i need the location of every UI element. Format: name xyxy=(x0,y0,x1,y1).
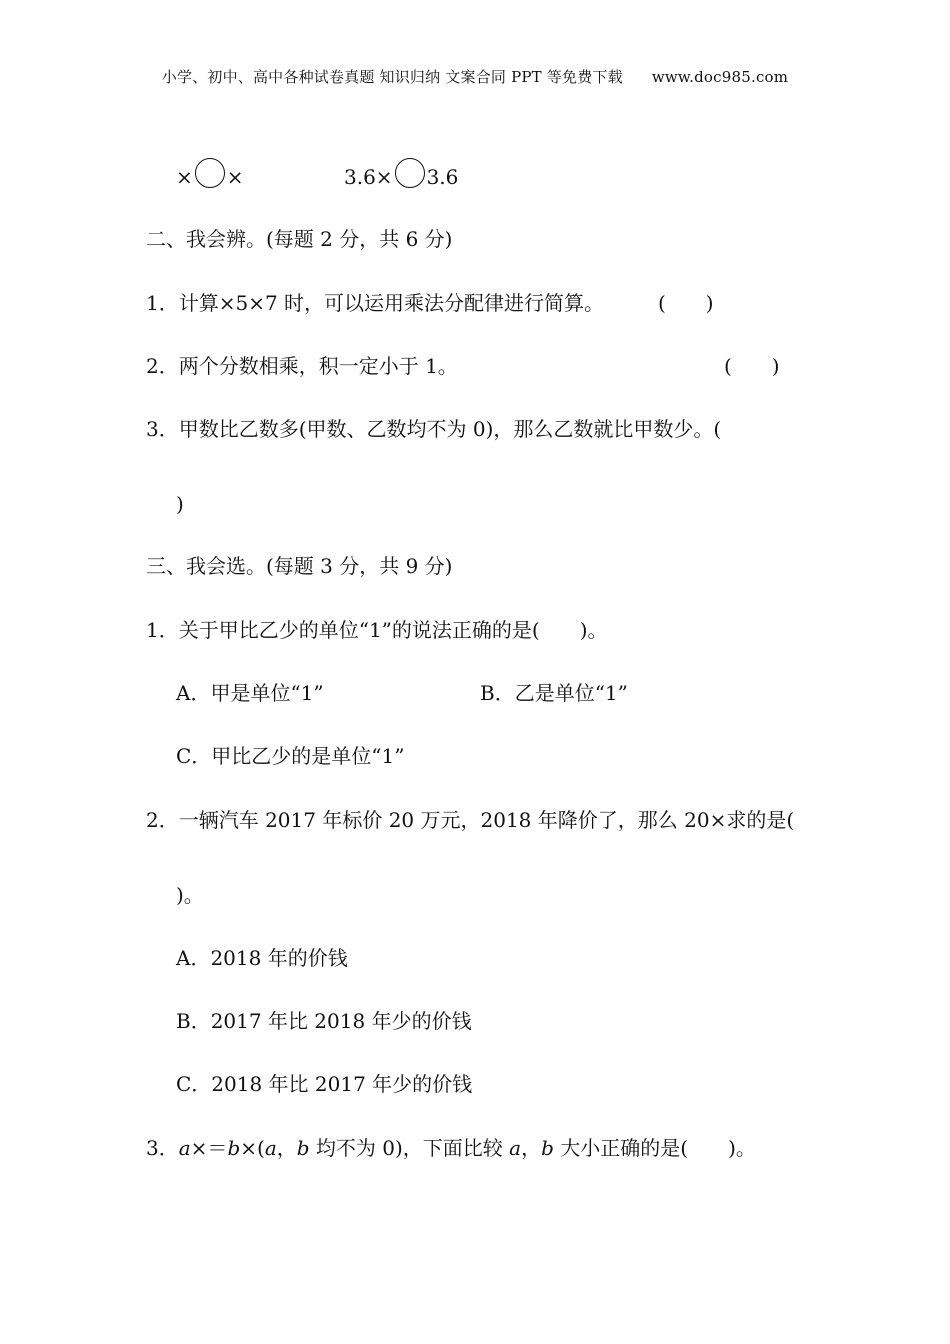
compare-b xyxy=(344,158,458,190)
header-site: www.doc985.com xyxy=(651,68,789,86)
var-a: a xyxy=(509,1136,522,1160)
var-b: b xyxy=(296,1136,310,1160)
var-a: a xyxy=(264,1136,277,1160)
compare-b-right: 3.6 xyxy=(426,165,459,189)
s3-q3-text: ×＝ xyxy=(190,1136,228,1160)
s3-q1-option-a[interactable]: A．甲是单位“1” xyxy=(176,681,324,705)
compare-a-left: × xyxy=(176,165,193,189)
var-b: b xyxy=(541,1136,554,1160)
var-a: a xyxy=(178,1136,191,1160)
s2-question-1: 1．计算×5×7 时，可以运用乘法分配律进行简算。 xyxy=(146,291,605,315)
s3-question-1: 1．关于甲比乙少的单位“1”的说法正确的是( )。 xyxy=(146,618,608,642)
compare-a-right: × xyxy=(226,165,244,189)
s3-q2-option-a[interactable]: A．2018 年的价钱 xyxy=(176,946,348,970)
s3-q3-text: 均不为 0)，下面比较 xyxy=(309,1136,510,1160)
s3-q3-text: ， xyxy=(276,1136,297,1160)
header-text: 小学、初中、高中各种试卷真题 知识归纳 文案合同 PPT 等免费下载 xyxy=(161,68,623,86)
s3-question-3 xyxy=(146,1135,756,1161)
s3-q2-continuation[interactable]: )。 xyxy=(176,883,204,907)
var-b: b xyxy=(227,1136,241,1160)
s3-q3-text: ×( xyxy=(240,1136,265,1160)
s3-q3-text: ， xyxy=(521,1136,542,1160)
s2-q2-answer-paren[interactable]: ( ) xyxy=(724,354,780,378)
s3-q1-option-b[interactable]: B．乙是单位“1” xyxy=(480,681,628,705)
s3-q3-text: 大小正确的是( )。 xyxy=(553,1136,756,1160)
s3-q3-number: 3． xyxy=(146,1136,179,1160)
compare-b-left: 3.6× xyxy=(344,165,393,189)
s3-q2-option-c[interactable]: C．2018 年比 2017 年少的价钱 xyxy=(176,1072,473,1096)
compare-circle-2[interactable] xyxy=(395,158,425,188)
s3-question-2: 2．一辆汽车 2017 年标价 20 万元，2018 年降价了，那么 20×求的是( xyxy=(146,808,795,832)
s2-question-2: 2．两个分数相乘，积一定小于 1。 xyxy=(146,354,458,378)
s3-q2-option-b[interactable]: B．2017 年比 2018 年少的价钱 xyxy=(176,1009,472,1033)
section3-title: 三、我会选。(每题 3 分，共 9 分) xyxy=(146,554,453,578)
s2-question-3: 3．甲数比乙数多(甲数、乙数均不为 0)，那么乙数就比甲数少。( xyxy=(146,417,722,441)
compare-circle-1[interactable] xyxy=(195,158,225,188)
page-header xyxy=(0,66,950,87)
compare-a xyxy=(176,158,244,190)
s3-q1-option-c[interactable]: C．甲比乙少的是单位“1” xyxy=(176,744,405,768)
s2-q3-continuation[interactable]: ) xyxy=(176,492,184,516)
section2-title: 二、我会辨。(每题 2 分，共 6 分) xyxy=(146,227,453,251)
s2-q1-answer-paren[interactable]: ( ) xyxy=(658,291,714,315)
